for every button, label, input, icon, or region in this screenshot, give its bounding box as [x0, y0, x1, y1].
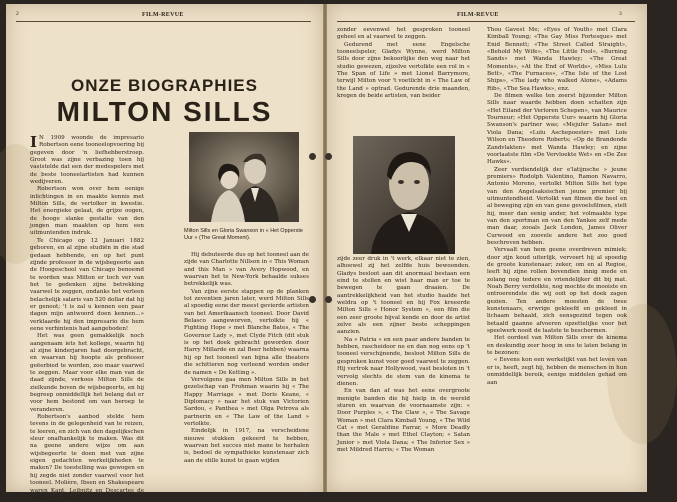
film-still-photo: [189, 132, 299, 222]
paragraph: Robertson's aanbod stelde hem tevens in de gelegenheid van te reizen, te leeren, en zich van den dagelijkschen sleur onafhankelijk te maken. Was dit na geene andere wijze om aan wijsbegeerte te doen met van zijne eigen gedachten werkelijkheden te maken? De toestelling was gewogen en hij zegde niet zonder vaarwel voor het tooneel. Molière, Ibsen en Shakespeare waren Kant, Leibnitz en Descartes de baas geworden...: [30, 414, 145, 501]
header-rule: [337, 21, 635, 22]
paragraph: zijde zeer druk in 't werk, elkaar niet te zien, alhoewel zij het zelfde huis bewoonden. Gladys besloot aan dit anormaal bestaan een eind te stellen en wist haar man er toe te bewegen te gaan draaien. De aantrekkelijkheid van het studio haalde het weldra op 't tooneel en hij Fox kreeerde Milton Sills « Honor System », een film die een zeer groote bijval kende en door de artist zelve als een zijner beste scheppingen aanzien.: [337, 256, 470, 336]
paragraph: Gedurend met eene Engelsche tooneelspeler, Gladys Wynne, werd Milton Sills door zijne bekoorlijke den weg naar het studio gewezen, zijzelve vertolkte een rol in « The Span of Life » met Lionel Barrymore, terwijl Milton voor 't voetlicht in « The Law of the Land » optrad. Gedurende drie maanden, kregen de beide artisten, van beider: [337, 41, 470, 100]
left-page: [6, 4, 323, 501]
binding-hole: [325, 296, 332, 303]
binding-hole: [309, 296, 316, 303]
paragraph: zonder eevenwel het gesproken tooneel geheel en al vaarwel te zeggen.: [337, 27, 470, 41]
paragraph: Vervaalt van hem geene overdreven mimiek; door zijn koud uiterlijk, vervoert hij al spoedig de groote kunstenaar; zeker, om en al Regioe, leeft hij zijne rollen bovendien innig mede en zolang nog tedere en vriendelijker dit bij mat. Noah Berry verdolkte, nog mochte de mooiste en ontroerendste die wij ooit op het doek zagen gezien. Ten andere moesten de twee kunstenaars, erwrige gekleefd en gekleed in lichaam behaald, zich eensgezind tegen ook betaald gaanne afvoeren opzettelijke voor het speelwerk nooit de laatste te beschermen.: [487, 247, 627, 335]
paragraph: « Eevens kon een werkelijkt van het leven van er is, heeft, zegt hij, hebben de menschen in hun onmiddellijk bereik, eenige middelen gehad om aan: [487, 357, 627, 386]
portrait-image: [353, 136, 455, 254]
right-page-column-2: [487, 27, 627, 489]
left-page-number: 2: [16, 11, 19, 17]
paragraph: Het was geen gemakkelijk noch aangenaam iets het kollege, waarin hij al zijne kinderjaren had doorgebracht, en waarvan hij hoopte als professor geëerbied te worden, zoo maar vaarwel te zeggen. Maar voor elke man van de daad zijnde, verkoos Milton Sills de zielkunde boven de wijsbegeerte, en hij begreep onmiddellijk het belang dat er voor hem bestond om van beroep te veranderen.: [30, 333, 144, 413]
right-page: [327, 4, 647, 492]
paragraph: N 1909 woonde de impresario Robertson eene tooneelopvoering bij gegeven door 'n liefhebberstroep. Groot was zijne verbazing toen hij vaststelde dat een der medespelers met de beste tooneelartisten had kunnen wedijveren.: [30, 135, 144, 186]
binding-hole: [325, 153, 332, 160]
drop-cap: I: [30, 133, 38, 151]
paragraph: Van zijne eerste stappen op de planken tot zeventien jaren later, werd Milton Sills al spoedig eene der meest gevierde artisten van het Amerikaansch tooneel. Door David Belasco aangeworven, vertolkte hij « Fighting Hope » met Blanche Bates, « The Governor Lady », met Clyde Fitch (dit stuk is op het doek gebracht geworden door Harry Millarde en zal Beer hebben) waarna hij op het tooneel van bijna alle theaters die schitteren nog verleend worden onder de namen « De Ketting ».: [184, 288, 309, 376]
paragraph: Vervolgens gaa men Milton Sills in het gezelschap van Frohman waarin hij « The Happy Marriage » met Doris Keane, « Diplomacy » naar het stuk van Victorien Sardou, « Panthea » met Olga Petrova als partnerin en « The Law of the Land » vertolkte.: [184, 376, 309, 427]
right-page-column-1-bottom: [337, 256, 470, 488]
left-page-column-1: [30, 133, 145, 501]
article-title: MILTON SILLS: [56, 96, 273, 127]
portrait-photo: [353, 136, 455, 254]
left-page-column-2: [184, 252, 309, 487]
paragraph: Thou Gavest Me; «Eyes of Youth» met Clara Kimball Young; «The Gay Miss Fortesque» met Enid Bennett; «The Street Called Straight», «Behold My Wife», «The Little Fool», «Burning Sands» met Wanda Hawley; «The Great Moments», «At the End of Worlds», «Miss Lulu Bett», «The Furnaces», «The Isle of the Lost Ships», «The lady who walked Alone», «Adams Rib», «The Sea Hawks», enz.: [487, 27, 627, 92]
binding-hole: [309, 153, 316, 160]
paragraph: En van dan af was het eene overgroote menigte banden die hij hielp in de wereld sturen en waarvan de voornaamste zijn: « Door Purples », « The Claw », « The Savage Woman » met Clara Kimball Young, « The Wild Cat » met Geraldine Farrar, « More Deadly than the Male » met Ethel Clayton; « Satan Junior » met Viola Dana; « The Inferior Sex » met Mildred Harris; « The Woman: [337, 388, 470, 453]
right-page-number: 3: [619, 11, 622, 17]
photo-caption: Milton Sills en Gloria Swanson in « Het Opperste Uur » (The Great Moment).: [184, 228, 303, 242]
article-kicker: ONZE BIOGRAPHIES: [71, 76, 258, 95]
paragraph: Robertson won over hem eenige inlichtingen in en maakte kennis met Milton Sills, de vertolker in kwestie. Het energieke gelaat, de grijze oogen, de hooge slanke gestalte van den jongen man maakten op hem een uitmuntenden indruk.: [30, 186, 144, 237]
header-rule: [16, 21, 311, 22]
left-running-header: FILM-REVUE: [142, 12, 184, 18]
paragraph: Het oordeel van Milton Sills over de kinema en deskundig zeer hoog in ons te laten belang in te bezonen:: [487, 335, 627, 357]
paragraph: Na « Patria » en een paar andere banden te hebben, rascheidoor ne en dan nog eens op 't tooneel verschijnende, besloot Milton Sills de gesproken kunst voor goed vaarwel te zeggen. Hij vertrok naar Hollywood, vast besloten in 't vervolg slechts de stem van de kinema te dienen.: [337, 336, 470, 387]
paragraph: Eindelijk in 1917, na verscheidene nieuwe stukken gekeerd te hebben, waarvan het succes niet mane te herhalen is, bedoel de sympathieke kunstenaar zich aan de stille kunst te gaan wijden: [184, 428, 309, 464]
paragraph: Zeer verdiendelijk der e'latijnsche » jeune premiers» Rodolph Valentino, Ramon Navarro, Antonio Moreno, vertolkt Milton Sills het type van den Angelsaksischen jeune premier bij uitmuntendheid. Vertolkt van filmen die heel en al beweging zijn en van gene gevoelsfilmen, stelt hij, meer dan eenig ander, het volmaakte type van den sportman en van den Yankee zelf mede man daar, zooals Jack London, James Oliver Curwood en zoovele andere het zoo goed beschreven hebben.: [487, 166, 627, 246]
paragraph: Hij debuteerde dus op het tooneel aan de zijde van Charlotte Nillson in « This Woman and this Man » van Avery Hopwood, en waarvan het te New-York behaalde sukses betrekkelijk was.: [184, 252, 309, 288]
photo-image: [189, 132, 299, 222]
right-running-header: FILM-REVUE: [457, 12, 499, 18]
paragraph: Te Chicago op 12 Januari 1882 geboren, en al zijne studiën in die stad gedaan hebbende, en op het punt zijnde professor in de wijsbegeerte aan de Hoogeschool van Chicago benoemd te worden was Milton er toch ver van het te gedenken zijne betrekking vaarwel te zeggen, ondanks het verleen belachelijk salaris van 520 dollar dat hij er genoot; 't is zal u kennen een paar dagen mijn antwoord doen kennen...» verklaarde hij den impresario die hem eene verbintenis had aangeboden!: [30, 237, 144, 332]
right-page-column-1-top: [337, 27, 470, 139]
paragraph: De filmen welke ten zeerst bijzonder Milton Sills naar waarde hebben doen schatten zijn «Het Eiland der Verloren Schepen», van Maurice Tourneur; «Het Opperste Uur» waarin hij Gloria Swanson's partner was; «Mejufer Satan» met Viola Dana; «Lulu Aschepoester» met Lois Wilson en Theodore Roberts; «Op de Brandende Zandvlakten» met Wanda Hawley; en zijne voorlaatste film «De Vervloekte Wet» en «De Zee Hawks».: [487, 93, 627, 166]
